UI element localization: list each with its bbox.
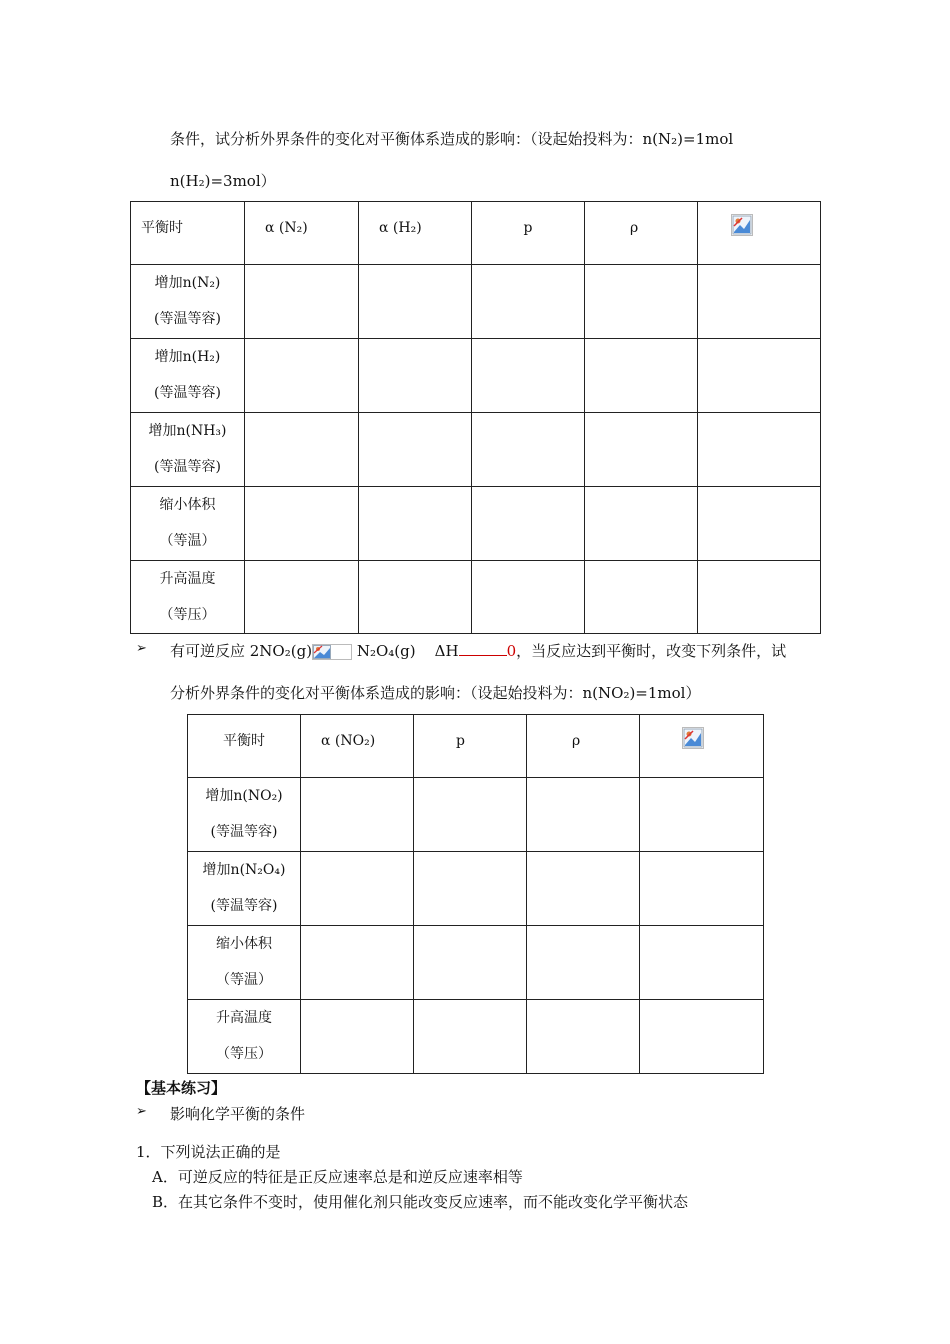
table1-cell[interactable] bbox=[585, 413, 698, 487]
table1-header-alpha-h2: α (H₂) bbox=[359, 202, 472, 265]
table2-header-label: 平衡时 bbox=[188, 715, 301, 778]
table1-cell[interactable] bbox=[472, 413, 585, 487]
table2-cell[interactable] bbox=[527, 778, 640, 852]
reaction-line-2: 分析外界条件的变化对平衡体系造成的影响：（设起始投料为：n(NO₂)=1mol） bbox=[170, 684, 701, 702]
table2-row2-label1: 增加n(N₂O₄) bbox=[202, 862, 286, 878]
table1-cell[interactable] bbox=[245, 339, 359, 413]
table1-row2-label2: (等温等容) bbox=[154, 385, 221, 401]
table1-header-pressure: p bbox=[472, 202, 585, 265]
table1-cell[interactable] bbox=[585, 265, 698, 339]
table1-cell[interactable] bbox=[472, 339, 585, 413]
equilibrium-table-no2 bbox=[187, 714, 764, 1074]
table1-row3-label2: (等温等容) bbox=[154, 459, 221, 475]
equilibrium-arrow-image-icon bbox=[312, 644, 352, 660]
table1-row-label bbox=[131, 487, 245, 561]
table1-row4-label2: （等温） bbox=[159, 533, 216, 549]
table2-cell[interactable] bbox=[414, 852, 527, 926]
option-a: A．可逆反应的特征是正反应速率总是和逆反应速率相等 bbox=[152, 1168, 523, 1186]
table2-header-density: ρ bbox=[527, 715, 640, 778]
table1-row-label bbox=[131, 413, 245, 487]
table1-row3-label1: 增加n(NH₃) bbox=[148, 423, 227, 439]
table1-cell[interactable] bbox=[359, 487, 472, 561]
table2-header-image bbox=[640, 715, 764, 778]
bullet-arrow-icon: ➢ bbox=[136, 641, 147, 656]
table1-cell[interactable] bbox=[359, 561, 472, 634]
table2-cell[interactable] bbox=[640, 926, 764, 1000]
table2-cell[interactable] bbox=[640, 852, 764, 926]
table2-row-label bbox=[188, 852, 301, 926]
table2-row1-label1: 增加n(NO₂) bbox=[205, 788, 283, 804]
table1-row1-label1: 增加n(N₂) bbox=[154, 275, 221, 291]
equilibrium-table-nh3 bbox=[130, 201, 821, 634]
table1-cell[interactable] bbox=[245, 265, 359, 339]
table2-cell[interactable] bbox=[640, 1000, 764, 1074]
table1-row5-label2: （等压） bbox=[159, 607, 216, 623]
table2-header-pressure: p bbox=[414, 715, 527, 778]
table2-cell[interactable] bbox=[414, 1000, 527, 1074]
table2-cell[interactable] bbox=[414, 778, 527, 852]
table2-cell[interactable] bbox=[527, 926, 640, 1000]
table2-row-label bbox=[188, 926, 301, 1000]
table1-row4-label1: 缩小体积 bbox=[159, 497, 216, 513]
table2-row4-label1: 升高温度 bbox=[216, 1010, 272, 1026]
table1-cell[interactable] bbox=[472, 487, 585, 561]
section-title: 【基本练习】 bbox=[136, 1079, 227, 1097]
table2-row4-label2: （等压） bbox=[216, 1046, 272, 1062]
table2-cell[interactable] bbox=[527, 852, 640, 926]
broken-image-icon bbox=[731, 214, 753, 236]
table1-header-density: ρ bbox=[585, 202, 698, 265]
table1-cell[interactable] bbox=[698, 413, 821, 487]
table1-cell[interactable] bbox=[698, 561, 821, 634]
table2-cell[interactable] bbox=[301, 778, 414, 852]
table1-cell[interactable] bbox=[245, 561, 359, 634]
question-1: 1．下列说法正确的是 bbox=[136, 1143, 281, 1161]
table1-header-alpha-n2: α (N₂) bbox=[245, 202, 359, 265]
table1-cell[interactable] bbox=[585, 561, 698, 634]
table1-cell[interactable] bbox=[245, 487, 359, 561]
table2-cell[interactable] bbox=[301, 852, 414, 926]
table2-cell[interactable] bbox=[527, 1000, 640, 1074]
intro-line-1: 条件，试分析外界条件的变化对平衡体系造成的影响：（设起始投料为：n(N₂)=1mol bbox=[170, 130, 734, 148]
table1-cell[interactable] bbox=[359, 413, 472, 487]
table1-header-image bbox=[698, 202, 821, 265]
table1-row-label bbox=[131, 561, 245, 634]
table2-cell[interactable] bbox=[640, 778, 764, 852]
intro-line-2: n(H₂)=3mol） bbox=[170, 172, 276, 190]
table1-cell[interactable] bbox=[585, 487, 698, 561]
table1-cell[interactable] bbox=[472, 265, 585, 339]
table2-row-label bbox=[188, 1000, 301, 1074]
table1-row-label bbox=[131, 339, 245, 413]
table2-row3-label1: 缩小体积 bbox=[216, 936, 272, 952]
table2-row1-label2: (等温等容) bbox=[210, 824, 278, 840]
table1-cell[interactable] bbox=[698, 339, 821, 413]
table2-row3-label2: （等温） bbox=[216, 972, 272, 988]
table2-header-alpha-no2: α (NO₂) bbox=[301, 715, 414, 778]
option-b: B．在其它条件不变时，使用催化剂只能改变反应速率，而不能改变化学平衡状态 bbox=[152, 1193, 689, 1211]
delta-h-blank[interactable] bbox=[459, 641, 507, 656]
table1-cell[interactable] bbox=[698, 265, 821, 339]
table1-row5-label1: 升高温度 bbox=[159, 571, 216, 587]
reaction-prefix: 有可逆反应 2NO₂(g) bbox=[170, 642, 313, 660]
reaction-product: N₂O₄(g) bbox=[352, 642, 416, 660]
reaction-suffix: ，当反应达到平衡时，改变下列条件，试 bbox=[516, 642, 787, 660]
bullet-arrow-icon: ➢ bbox=[136, 1104, 147, 1119]
table1-cell[interactable] bbox=[359, 265, 472, 339]
delta-h-zero: 0 bbox=[506, 642, 517, 660]
table1-cell[interactable] bbox=[585, 339, 698, 413]
subsection-title: 影响化学平衡的条件 bbox=[170, 1105, 306, 1123]
table2-cell[interactable] bbox=[414, 926, 527, 1000]
table2-row-label bbox=[188, 778, 301, 852]
table1-cell[interactable] bbox=[359, 339, 472, 413]
table1-cell[interactable] bbox=[698, 487, 821, 561]
table1-row2-label1: 增加n(H₂) bbox=[154, 349, 221, 365]
table1-row-label bbox=[131, 265, 245, 339]
table2-cell[interactable] bbox=[301, 926, 414, 1000]
delta-h: ΔH bbox=[434, 642, 459, 660]
table1-header-label: 平衡时 bbox=[131, 202, 245, 265]
reaction-line bbox=[170, 640, 786, 661]
table2-cell[interactable] bbox=[301, 1000, 414, 1074]
table1-row1-label2: (等温等容) bbox=[154, 311, 221, 327]
table1-cell[interactable] bbox=[245, 413, 359, 487]
table1-cell[interactable] bbox=[472, 561, 585, 634]
broken-image-icon bbox=[682, 727, 704, 749]
table2-row2-label2: (等温等容) bbox=[210, 898, 278, 914]
